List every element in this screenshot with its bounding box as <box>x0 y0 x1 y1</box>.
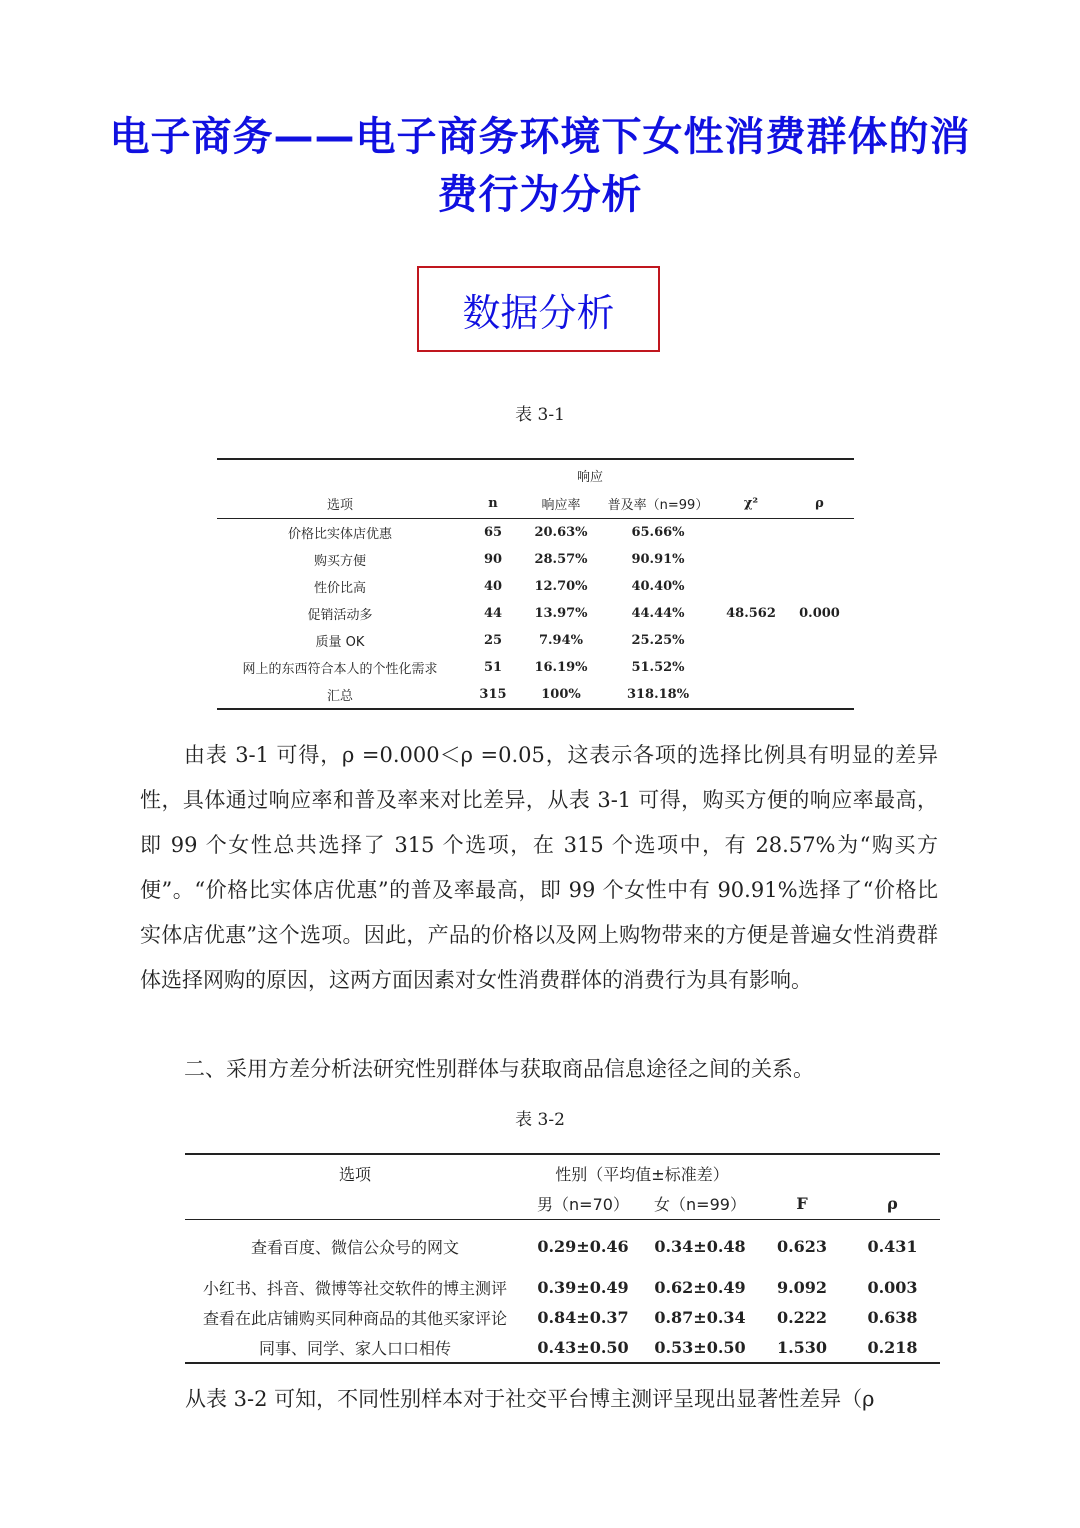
table1-cell-n: 315 <box>463 681 523 709</box>
table-row <box>185 1332 940 1363</box>
table2-cell-f: 0.222 <box>776 1307 828 1327</box>
table1-group-header: 响应 <box>463 459 717 488</box>
table1-cell-penetration-rate: 90.91% <box>631 552 685 567</box>
table2-cell-p: 0.638 <box>867 1307 918 1327</box>
table1-chi2-value: 48.562 <box>717 519 785 710</box>
table1-caption: 表 3-1 <box>515 405 565 425</box>
table1-header-option: 选项 <box>217 488 463 519</box>
table2-cell-p: 0.431 <box>867 1236 918 1256</box>
table2-header-f: F <box>759 1187 845 1220</box>
table1-cell-response-rate: 28.57% <box>534 552 588 567</box>
table1-cell-penetration-rate: 25.25% <box>631 633 685 648</box>
table2-cell-male: 0.43±0.50 <box>525 1332 641 1363</box>
table2-header-option: 选项 <box>185 1154 525 1187</box>
table1-cell-penetration-rate: 44.44% <box>631 606 685 621</box>
table2-cell-f: 9.092 <box>776 1277 828 1297</box>
document-title: 电子商务——电子商务环境下女性消费群体的消费行为分析 <box>109 114 971 218</box>
table-row <box>185 1272 940 1302</box>
table2-cell-male: 0.84±0.37 <box>537 1307 629 1327</box>
table2-cell-p: 0.003 <box>867 1277 918 1297</box>
table1-cell-penetration-rate: 65.66% <box>631 525 685 540</box>
table1-header-chi2: χ² <box>717 488 785 519</box>
table1-header-p: ρ <box>785 488 854 519</box>
table1-p-value: 0.000 <box>785 519 854 710</box>
table1-cell-response-rate: 100% <box>523 681 599 709</box>
table1-cell-option: 购买方便 <box>313 554 366 569</box>
table2-cell-p: 0.218 <box>845 1332 940 1363</box>
table1-cell-n: 90 <box>483 552 503 567</box>
table1-cell-option: 质量 OK <box>315 635 365 650</box>
table1-cell-response-rate: 13.97% <box>534 606 588 621</box>
table2-cell-f: 1.530 <box>759 1332 845 1363</box>
table1-header-penetration-rate: 普及率（n=99） <box>599 488 717 519</box>
table2-cell-option: 查看在此店铺购买同种商品的其他买家评论 <box>202 1308 507 1328</box>
table1-cell-option: 促销活动多 <box>307 608 373 623</box>
table2-cell-f: 0.623 <box>776 1236 828 1256</box>
section-heading: 数据分析 <box>417 266 660 352</box>
table2-cell-female: 0.53±0.50 <box>641 1332 759 1363</box>
paragraph-analysis-2: 从表 3-2 可知，不同性别样本对于社交平台博主测评呈现出显著性差异（ρ <box>185 1387 875 1411</box>
table-row <box>185 1220 940 1273</box>
table-3-2 <box>185 1153 940 1364</box>
table-row <box>217 519 854 547</box>
table2-cell-option: 同事、同学、家人口口相传 <box>185 1332 525 1363</box>
table1-cell-penetration-rate: 51.52% <box>631 660 685 675</box>
table1-cell-response-rate: 7.94% <box>538 633 583 648</box>
table1-cell-n: 51 <box>483 660 503 675</box>
table2-header-p: ρ <box>845 1187 940 1220</box>
table1-cell-n: 40 <box>483 579 503 594</box>
table1-cell-option: 网上的东西符合本人的个性化需求 <box>242 662 438 677</box>
table1-cell-n: 65 <box>483 525 503 540</box>
table1-cell-n: 25 <box>483 633 503 648</box>
table1-cell-option: 价格比实体店优惠 <box>287 527 392 542</box>
table-3-1 <box>217 458 854 710</box>
table-row <box>185 1302 940 1332</box>
table1-cell-penetration-rate: 318.18% <box>599 681 717 709</box>
table2-cell-male: 0.29±0.46 <box>537 1236 629 1256</box>
table2-header-male: 男（n=70） <box>525 1187 641 1220</box>
table1-cell-response-rate: 12.70% <box>534 579 588 594</box>
table1-header-n: n <box>463 488 523 519</box>
table1-cell-response-rate: 16.19% <box>534 660 588 675</box>
table2-cell-male: 0.39±0.49 <box>537 1277 629 1297</box>
table2-cell-option: 小红书、抖音、微博等社交软件的博主测评 <box>202 1278 507 1298</box>
table2-cell-female: 0.87±0.34 <box>654 1307 746 1327</box>
paragraph-analysis-1: 由表 3-1 可得，ρ =0.000＜ρ =0.05，这表示各项的选择比例具有明显的差异性，具体通过响应率和普及率来对比差异，从表 3-1 可得，购买方便的响应率最高，即 99 个女性总共选择了 315 个选项，在 315 个选项中，有 28.57%为“购买方便”。“价格比实体店优惠”的普及率最高，即 99 个女性中有 90.91%选择了“价格比实体店优惠”这个选项。因此，产品的价格以及网上购物带来的方便是普遍女性消费群体选择网购的原因，这两方面因素对女性消费群体的消费行为具有影响。 <box>140 743 938 992</box>
table2-cell-female: 0.34±0.48 <box>654 1236 746 1256</box>
table1-cell-response-rate: 20.63% <box>534 525 588 540</box>
table1-cell-penetration-rate: 40.40% <box>631 579 685 594</box>
table2-cell-female: 0.62±0.49 <box>654 1277 746 1297</box>
paragraph-section-2: 二、采用方差分析法研究性别群体与获取商品信息途径之间的关系。 <box>184 1057 814 1081</box>
table2-caption: 表 3-2 <box>515 1110 565 1130</box>
table1-cell-n: 44 <box>483 606 503 621</box>
table2-header-female: 女（n=99） <box>641 1187 759 1220</box>
table1-header-response-rate: 响应率 <box>523 488 599 519</box>
table2-cell-option: 查看百度、微信公众号的网文 <box>250 1237 459 1257</box>
table1-cell-option: 性价比高 <box>313 581 366 596</box>
table2-group-header: 性别（平均值±标准差） <box>525 1154 759 1187</box>
table1-cell-option: 汇总 <box>217 681 463 709</box>
